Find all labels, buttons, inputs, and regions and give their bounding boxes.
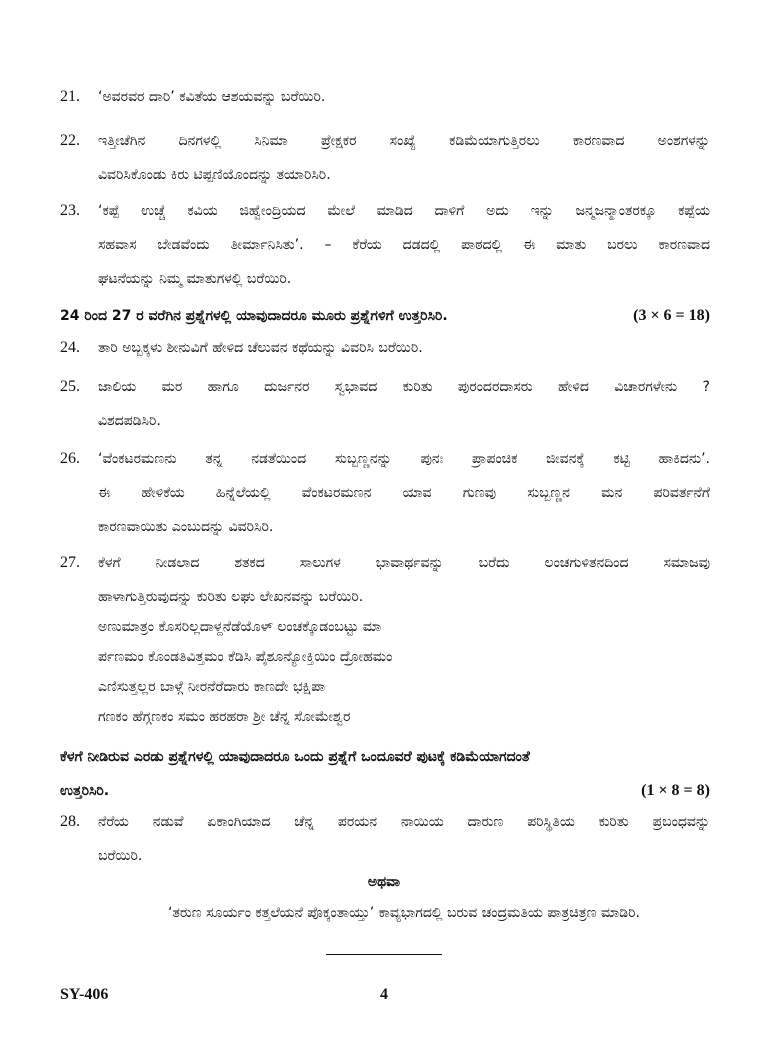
page-number: 4 <box>380 986 388 1003</box>
question-number: 27. <box>60 554 80 571</box>
question-25 <box>60 370 710 438</box>
question-line: ವಿಶದಪಡಿಸಿರಿ. <box>98 413 161 429</box>
poem-line: ಗಣಕಂ ಹೆಗ್ಗಣಕಂ ಸಮಂ ಹರಹರಾ ಶ್ರೀ ಚೆನ್ನ ಸೋಮೇಶ್ವರ <box>98 709 351 725</box>
question-number: 28. <box>60 813 80 830</box>
question-text <box>98 370 710 438</box>
poem-line: ಎಣಿಸುತ್ತಲ್ಲರ ಬಾಳ್ಗೆ ನೀರನೆರೆದಾರು ಕಾಣದೇ ಭಕ್ಷಿಪಾ <box>98 679 326 695</box>
question-line: ‘ಅವರವರ ದಾರಿ’ ಕವಿತೆಯ ಆಶಯವನ್ನು ಬರೆಯಿರಿ. <box>98 89 326 105</box>
question-line: ಬರೆಯಿರಿ. <box>98 848 143 864</box>
question-line: ಘಟನೆಯನ್ನು ನಿಮ್ಮ ಮಾತುಗಳಲ್ಲಿ ಬರೆಯಿರಿ. <box>98 271 292 287</box>
end-rule <box>326 954 442 955</box>
question-line: ‘ವೆಂಕಟರಮಣನು ತನ್ನ ನಡತೆಯಿಂದ ಸುಬ್ಬಣ್ಣನನ್ನು ಪುನಃ ಪ್ರಾಪಂಚಿಕ ಜೀವನಕ್ಕೆ ಕಟ್ಟಿ ಹಾಕಿದನು’. <box>98 451 710 467</box>
poem-line: ಅಣುಮಾತ್ರಂ ಕೊಸರಿಲ್ಲದಾಳ್ದನೆಡೆಯೊಳ್ ಲಂಚಕ್ಕೊಡಂಬಟ್ಟು ಮಾ <box>98 619 382 635</box>
question-text <box>98 80 710 114</box>
question-line: ಸಹವಾಸ ಬೇಡವೆಂದು ತೀರ್ಮಾನಿಸಿತು’. – ಕೆರೆಯ ದಡದಲ್ಲಿ ಪಾಠದಲ್ಲಿ ಈ ಮಾತು ಬರಲು ಕಾರಣವಾದ <box>98 237 710 253</box>
section-instruction: 24 ರಿಂದ 27 ರ ವರೆಗಿನ ಪ್ರಶ್ನೆಗಳಲ್ಲಿ ಯಾವುದಾದರೂ ಮೂರು ಪ್ರಶ್ನೆಗಳಿಗೆ ಉತ್ತರಿಸಿರಿ. <box>60 308 448 324</box>
question-line: ಕಾರಣವಾಯಿತು ಎಂಬುದನ್ನು ವಿವರಿಸಿರಿ. <box>98 519 274 535</box>
question-28 <box>60 805 710 873</box>
question-text <box>98 546 710 614</box>
question-line: ತಾರಿ ಅಬ್ಬಕ್ಕಳು ಶೀನುವಿಗೆ ಹೇಳಿದ ಚೆಲುವನ ಕಥೆಯನ್ನು ವಿವರಿಸಿ ಬರೆಯಿರಿ. <box>98 340 423 356</box>
section-instruction-cont: ಉತ್ತರಿಸಿರಿ. <box>60 783 110 799</box>
question-line: ಹಾಳಾಗುತ್ತಿರುವುದನ್ನು ಕುರಿತು ಲಘು ಲೇಖನವನ್ನು ಬರೆಯಿರಿ. <box>98 589 364 605</box>
question-line: ಇತ್ತೀಚೆಗಿನ ದಿನಗಳಲ್ಲಿ ಸಿನಿಮಾ ಪ್ರೇಕ್ಷಕರ ಸಂಖ್ಯೆ ಕಡಿಮೆಯಾಗುತ್ತಿರಲು ಕಾರಣವಾದ ಅಂಶಗಳನ್ನು <box>98 133 710 149</box>
question-line: ಕೆಳಗೆ ನೀಡಲಾದ ಶತಕದ ಸಾಲುಗಳ ಭಾವಾರ್ಥವನ್ನು ಬರೆದು ಲಂಚಗುಳಿತನದಿಂದ ಸಮಾಜವು <box>98 555 710 571</box>
question-line: ಜಾಲಿಯ ಮರ ಹಾಗೂ ದುರ್ಜನರ ಸ್ವಭಾವದ ಕುರಿತು ಪುರಂದರದಾಸರು ಹೇಳಿದ ವಿಚಾರಗಳೇನು ? <box>98 379 710 395</box>
question-number: 23. <box>60 202 80 219</box>
question-text <box>98 194 710 296</box>
question-number: 22. <box>60 132 80 149</box>
section-marks: (3 × 6 = 18) <box>633 307 710 324</box>
question-26 <box>60 442 710 544</box>
question-line: ‘ಕಪ್ಪೆ ಉಚ್ಚೆ ಕವಿಯ ಜಿಹ್ವೇಂದ್ರಿಯದ ಮೇಲೆ ಮಾಡಿದ ದಾಳಿಗೆ ಅದು ಇನ್ನು ಜನ್ಮಜನ್ಮಾಂತರಕ್ಕೂ ಕಪ್ಪೆಯ <box>98 203 710 219</box>
question-27 <box>60 546 710 614</box>
question-22 <box>60 124 710 192</box>
question-line: ಈ ಹೇಳಿಕೆಯ ಹಿನ್ನೆಲೆಯಲ್ಲಿ ವೆಂಕಟರಮಣನ ಯಾವ ಗುಣವು ಸುಬ್ಬಣ್ಣನ ಮನ ಪರಿವರ್ತನೆಗೆ <box>98 485 710 501</box>
question-line: ವಿವರಿಸಿಕೊಂಡು ಕಿರು ಟಿಪ್ಪಣಿಯೊಂದನ್ನು ತಯಾರಿಸಿರಿ. <box>98 167 331 183</box>
section-heading-b <box>60 740 710 808</box>
question-number: 26. <box>60 450 80 467</box>
paper-code: SY-406 <box>60 986 109 1003</box>
question-number: 24. <box>60 339 80 356</box>
or-separator: ಅಥವಾ <box>367 874 401 890</box>
question-text <box>98 124 710 192</box>
question-line: ನೆರೆಯ ನಡುವೆ ಏಕಾಂಗಿಯಾದ ಚೆನ್ನ ಪರಯನ ನಾಯಿಯ ದಾರುಣ ಪರಿಸ್ಥಿತಿಯ ಕುರಿತು ಪ್ರಬಂಧವನ್ನು <box>98 814 710 830</box>
poem-block <box>98 612 392 732</box>
section-instruction: ಕೆಳಗೆ ನೀಡಿರುವ ಎರಡು ಪ್ರಶ್ನೆಗಳಲ್ಲಿ ಯಾವುದಾದರೂ ಒಂದು ಪ್ರಶ್ನೆಗೆ ಒಂದೂವರೆ ಪುಟಕ್ಕೆ ಕಡಿಮೆಯಾಗದಂತೆ <box>60 749 530 765</box>
question-number: 21. <box>60 88 80 105</box>
question-text <box>98 442 710 544</box>
section-marks: (1 × 8 = 8) <box>641 782 710 799</box>
question-23 <box>60 194 710 296</box>
section-heading-a <box>60 299 710 333</box>
alternative-question: ‘ತರುಣ ಸೂರ್ಯಂ ಕತ್ತಲೆಯನೆ ಪೊಕ್ಕಂತಾಯ್ತು’ ಕಾವ್ಯಭಾಗದಲ್ಲಿ ಬರುವ ಚಂದ್ರಮತಿಯ ಪಾತ್ರಚಿತ್ರಣ ಮಾಡಿರಿ. <box>168 905 640 921</box>
question-text <box>98 805 710 873</box>
question-number: 25. <box>60 378 80 395</box>
question-21 <box>60 80 710 114</box>
question-text <box>98 331 710 365</box>
question-24 <box>60 331 710 365</box>
poem-line: ರ್ಪಣಮಂ ಕೊಂಡತಿವಿತ್ತಮಂ ಕೆಡಿಸಿ ಪೈಶೂನ್ಯೋಕ್ತಿಯಿಂ ದ್ರೋಹಮಂ <box>98 649 393 665</box>
